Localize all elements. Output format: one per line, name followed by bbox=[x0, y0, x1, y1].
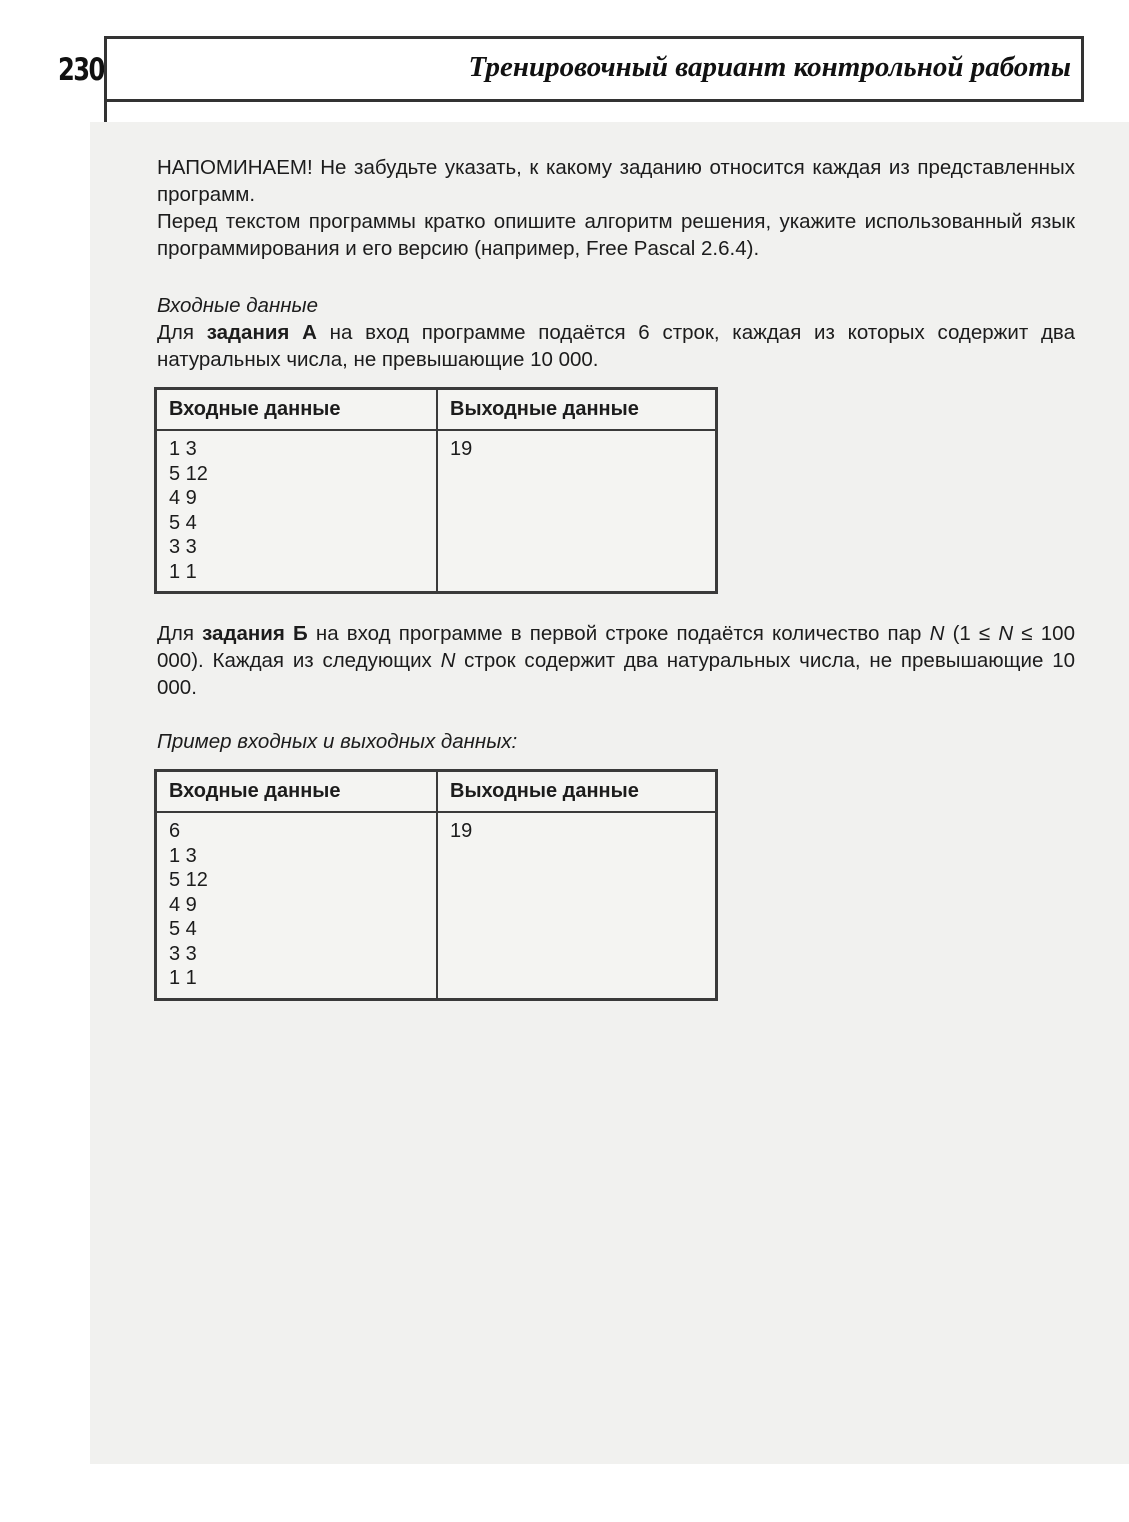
task-a-text: на вход программе подаётся 6 строк, каждая из которых содержит два натуральных числа, не превышающие 10 000. bbox=[157, 321, 1075, 371]
column-header-input: Входные данные bbox=[156, 771, 438, 813]
task-a-paragraph bbox=[157, 319, 1075, 373]
task-b-text-3: ≤ 100 000). Каждая из следующих bbox=[157, 622, 1075, 672]
column-header-output: Выходные данные bbox=[437, 389, 717, 431]
output-value: 19 bbox=[450, 820, 473, 842]
variable-n: N bbox=[440, 649, 456, 672]
task-b-text-2: (1 ≤ bbox=[944, 622, 999, 645]
task-b-paragraph bbox=[157, 620, 1075, 701]
header-left-rule bbox=[104, 100, 107, 124]
variable-n: N bbox=[929, 622, 945, 645]
output-cell bbox=[437, 430, 717, 593]
instruction-paragraph: Перед текстом программы кратко опишите алгоритм решения, укажите использованный язык программирования и его версию (например, Free Pascal 2.6.4). bbox=[157, 210, 1075, 260]
output-cell bbox=[437, 812, 717, 1000]
output-value: 19 bbox=[450, 438, 473, 460]
table-header-row bbox=[156, 771, 717, 813]
variable-n: N bbox=[998, 622, 1014, 645]
table-row bbox=[156, 430, 717, 593]
task-b-prefix: Для bbox=[157, 622, 203, 645]
column-header-input: Входные данные bbox=[156, 389, 438, 431]
task-b-text-1: на вход программе в первой строке подаётся количество пар bbox=[307, 622, 930, 645]
task-b-label: задания Б bbox=[202, 622, 308, 645]
table-row bbox=[156, 812, 717, 1000]
table-header-row bbox=[156, 389, 717, 431]
input-values: 6 1 3 5 12 4 9 5 4 3 3 1 1 bbox=[169, 820, 208, 989]
column-header-output: Выходные данные bbox=[437, 771, 717, 813]
task-a-prefix: Для bbox=[157, 321, 207, 344]
header-title: Тренировочный вариант контрольной работы bbox=[468, 51, 1071, 83]
page-content bbox=[157, 154, 1075, 1001]
input-data-heading: Входные данные bbox=[157, 294, 318, 317]
task-a-table bbox=[154, 387, 718, 594]
task-b-text-4: строк содержит два натуральных числа, не превышающие 10 000. bbox=[157, 649, 1075, 699]
page-number: 230 bbox=[58, 52, 104, 88]
input-cell bbox=[156, 812, 438, 1000]
running-header bbox=[104, 36, 1084, 102]
input-cell bbox=[156, 430, 438, 593]
reminder-paragraph: НАПОМИНАЕМ! Не забудьте указать, к какому заданию относится каждая из представленных программ. bbox=[157, 156, 1075, 206]
task-b-table bbox=[154, 769, 718, 1001]
task-a-label: задания А bbox=[206, 321, 317, 344]
input-values: 1 3 5 12 4 9 5 4 3 3 1 1 bbox=[169, 438, 208, 583]
example-heading: Пример входных и выходных данных: bbox=[157, 730, 518, 753]
